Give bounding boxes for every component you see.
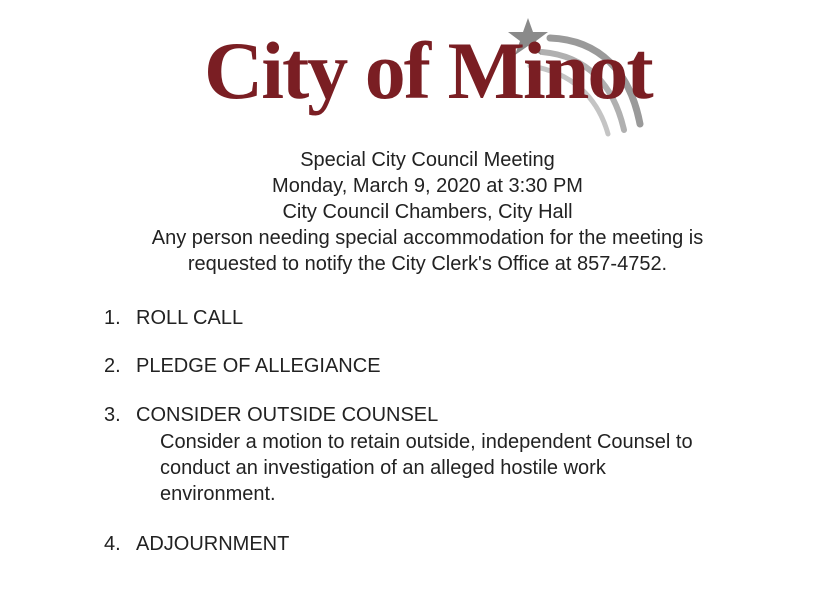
agenda-item-number: 4. <box>104 533 121 555</box>
agenda-item-number: 3. <box>104 404 121 426</box>
accommodation-notice-line-1: Any person needing special accommodation for the meeting is <box>151 227 704 249</box>
agenda-item-number: 1. <box>104 307 121 329</box>
agenda-item-title: PLEDGE OF ALLEGIANCE <box>136 355 381 377</box>
agenda-item-title: ADJOURNMENT <box>136 533 290 555</box>
meeting-date-time: Monday, March 9, 2020 at 3:30 PM <box>272 175 583 197</box>
agenda-item-description <box>160 429 800 507</box>
description-line: environment. <box>160 483 276 505</box>
meeting-type: Special City Council Meeting <box>300 149 555 171</box>
city-logo-graphic <box>200 12 660 140</box>
agenda-item-adjournment <box>104 531 289 557</box>
agenda-item-title: CONSIDER OUTSIDE COUNSEL <box>136 404 439 426</box>
description-line: conduct an investigation of an alleged hostile work <box>160 457 606 479</box>
logo-text: City of Minot <box>204 25 652 116</box>
agenda-item-number: 2. <box>104 355 121 377</box>
agenda-item-pledge <box>104 353 381 379</box>
agenda-item-title: ROLL CALL <box>136 307 244 329</box>
meeting-location: City Council Chambers, City Hall <box>282 201 573 223</box>
description-line: Consider a motion to retain outside, independent Counsel to <box>160 431 693 453</box>
accommodation-notice-line-2: requested to notify the City Clerk's Office at 857-4752. <box>187 253 668 275</box>
meeting-header <box>60 147 795 277</box>
agenda-item-roll-call <box>104 305 243 331</box>
city-logo <box>200 12 660 140</box>
agenda-item-outside-counsel <box>104 402 438 428</box>
